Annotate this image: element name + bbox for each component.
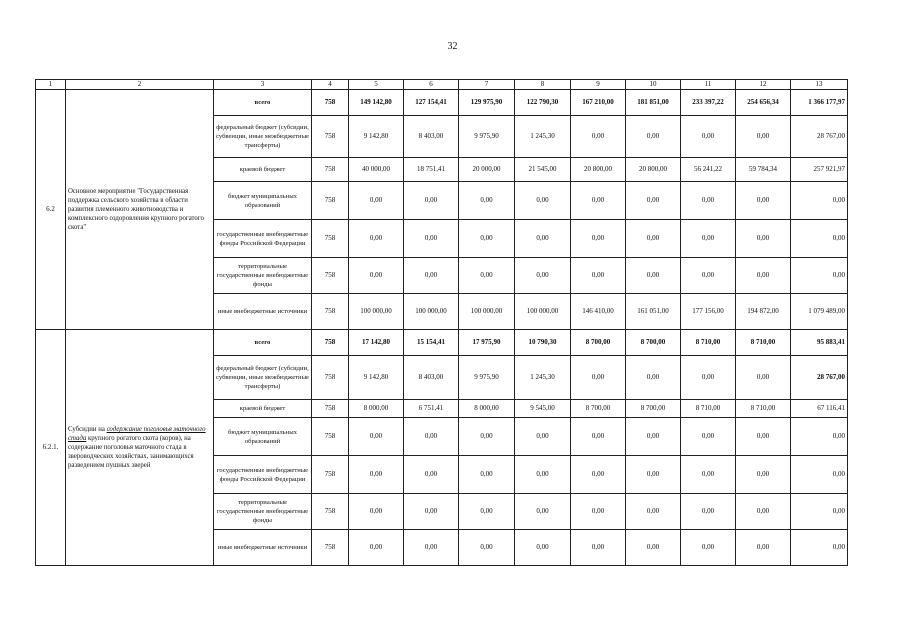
year-value: 0,00 <box>626 258 681 294</box>
total-value: 95 883,41 <box>791 330 848 356</box>
year-value: 9 142,80 <box>349 116 404 158</box>
year-value: 8 700,00 <box>626 330 681 356</box>
section-name-prefix: Субсидии на <box>68 426 107 433</box>
year-value: 0,00 <box>404 456 459 494</box>
total-value: 28 767,00 <box>791 356 848 400</box>
header-cell: 10 <box>626 80 681 90</box>
budget-code: 758 <box>312 418 349 456</box>
header-cell: 8 <box>515 80 571 90</box>
year-value: 0,00 <box>515 220 571 258</box>
budget-code: 758 <box>312 494 349 530</box>
header-cell: 11 <box>681 80 736 90</box>
year-value: 0,00 <box>571 116 626 158</box>
table-row <box>36 90 848 116</box>
year-value: 0,00 <box>349 456 404 494</box>
year-value: 0,00 <box>404 494 459 530</box>
year-value: 0,00 <box>349 220 404 258</box>
funding-source: федеральный бюджет (субсидии, субвенции, иные межбюджетные трансферты) <box>214 356 312 400</box>
year-value: 0,00 <box>571 258 626 294</box>
year-value: 0,00 <box>349 530 404 566</box>
year-value: 0,00 <box>736 116 791 158</box>
year-value: 40 000,00 <box>349 158 404 182</box>
total-value: 0,00 <box>791 456 848 494</box>
year-value: 127 154,41 <box>404 90 459 116</box>
year-value: 233 397,22 <box>681 90 736 116</box>
year-value: 0,00 <box>571 418 626 456</box>
year-value: 194 872,00 <box>736 294 791 330</box>
year-value: 0,00 <box>404 418 459 456</box>
year-value: 0,00 <box>626 494 681 530</box>
year-value: 149 142,80 <box>349 90 404 116</box>
year-value: 0,00 <box>736 418 791 456</box>
funding-source: иные внебюджетные источники <box>214 294 312 330</box>
year-value: 100 000,00 <box>515 294 571 330</box>
year-value: 18 751,41 <box>404 158 459 182</box>
year-value: 0,00 <box>626 356 681 400</box>
year-value: 0,00 <box>459 220 515 258</box>
year-value: 0,00 <box>571 220 626 258</box>
year-value: 122 790,30 <box>515 90 571 116</box>
year-value: 146 410,00 <box>571 294 626 330</box>
page-number: 32 <box>447 41 458 52</box>
budget-code: 758 <box>312 158 349 182</box>
year-value: 9 975,90 <box>459 356 515 400</box>
year-value: 0,00 <box>571 530 626 566</box>
year-value: 181 851,00 <box>626 90 681 116</box>
year-value: 0,00 <box>515 258 571 294</box>
year-value: 161 051,00 <box>626 294 681 330</box>
year-value: 21 545,00 <box>515 158 571 182</box>
year-value: 8 000,00 <box>459 400 515 418</box>
budget-code: 758 <box>312 330 349 356</box>
year-value: 20 000,00 <box>459 158 515 182</box>
year-value: 56 241,22 <box>681 158 736 182</box>
year-value: 0,00 <box>681 182 736 220</box>
year-value: 0,00 <box>626 182 681 220</box>
header-cell: 2 <box>66 80 214 90</box>
year-value: 0,00 <box>736 456 791 494</box>
budget-table <box>35 79 848 566</box>
year-value: 0,00 <box>681 456 736 494</box>
year-value: 0,00 <box>681 220 736 258</box>
budget-code: 758 <box>312 356 349 400</box>
budget-code: 758 <box>312 116 349 158</box>
header-cell: 5 <box>349 80 404 90</box>
year-value: 0,00 <box>626 418 681 456</box>
funding-source: территориальные государственные внебюджетные фонды <box>214 494 312 530</box>
year-value: 1 245,30 <box>515 356 571 400</box>
year-value: 6 751,41 <box>404 400 459 418</box>
year-value: 0,00 <box>459 418 515 456</box>
year-value: 0,00 <box>571 456 626 494</box>
year-value: 0,00 <box>349 418 404 456</box>
header-cell: 4 <box>312 80 349 90</box>
section-name <box>66 330 214 566</box>
year-value: 0,00 <box>515 494 571 530</box>
year-value: 0,00 <box>681 418 736 456</box>
year-value: 0,00 <box>736 356 791 400</box>
section-name-suffix: крупного рогатого скота (коров), на содержание поголовья маточного стада в звероводческих хозяйствах, занимающихся разведением пушных зверей <box>68 435 194 469</box>
funding-source: территориальные государственные внебюджетные фонды <box>214 258 312 294</box>
year-value: 0,00 <box>681 494 736 530</box>
funding-source: государственные внебюджетные фонды Российской Федерации <box>214 220 312 258</box>
funding-source: всего <box>214 90 312 116</box>
year-value: 0,00 <box>349 494 404 530</box>
total-value: 28 767,00 <box>791 116 848 158</box>
year-value: 8 403,00 <box>404 356 459 400</box>
year-value: 0,00 <box>404 530 459 566</box>
funding-source: государственные внебюджетные фонды Российской Федерации <box>214 456 312 494</box>
column-number-header-row <box>36 80 848 90</box>
funding-source: краевой бюджет <box>214 400 312 418</box>
total-value: 0,00 <box>791 418 848 456</box>
year-value: 0,00 <box>459 258 515 294</box>
budget-code: 758 <box>312 182 349 220</box>
year-value: 0,00 <box>626 456 681 494</box>
year-value: 0,00 <box>681 258 736 294</box>
total-value: 67 116,41 <box>791 400 848 418</box>
header-cell: 12 <box>736 80 791 90</box>
funding-source: бюджет муниципальных образований <box>214 418 312 456</box>
budget-code: 758 <box>312 90 349 116</box>
funding-source: всего <box>214 330 312 356</box>
header-cell: 13 <box>791 80 848 90</box>
table-row <box>36 330 848 356</box>
year-value: 0,00 <box>736 494 791 530</box>
year-value: 0,00 <box>404 182 459 220</box>
year-value: 9 545,00 <box>515 400 571 418</box>
funding-source: иные внебюджетные источники <box>214 530 312 566</box>
header-cell: 7 <box>459 80 515 90</box>
year-value: 0,00 <box>571 356 626 400</box>
year-value: 129 975,90 <box>459 90 515 116</box>
year-value: 8 700,00 <box>571 330 626 356</box>
year-value: 0,00 <box>736 220 791 258</box>
year-value: 0,00 <box>349 258 404 294</box>
year-value: 17 142,80 <box>349 330 404 356</box>
total-value: 0,00 <box>791 494 848 530</box>
year-value: 100 000,00 <box>404 294 459 330</box>
total-value: 257 921,97 <box>791 158 848 182</box>
year-value: 0,00 <box>736 182 791 220</box>
year-value: 177 156,00 <box>681 294 736 330</box>
year-value: 0,00 <box>736 530 791 566</box>
budget-code: 758 <box>312 400 349 418</box>
year-value: 10 790,30 <box>515 330 571 356</box>
header-cell: 9 <box>571 80 626 90</box>
budget-code: 758 <box>312 258 349 294</box>
header-cell: 1 <box>36 80 66 90</box>
year-value: 59 784,34 <box>736 158 791 182</box>
year-value: 0,00 <box>681 530 736 566</box>
year-value: 167 210,00 <box>571 90 626 116</box>
budget-code: 758 <box>312 294 349 330</box>
year-value: 0,00 <box>626 116 681 158</box>
total-value: 0,00 <box>791 182 848 220</box>
header-cell: 6 <box>404 80 459 90</box>
year-value: 0,00 <box>571 494 626 530</box>
year-value: 0,00 <box>515 530 571 566</box>
funding-source: бюджет муниципальных образований <box>214 182 312 220</box>
year-value: 1 245,30 <box>515 116 571 158</box>
section-number: 6.2.1. <box>36 330 66 566</box>
year-value: 20 800,00 <box>571 158 626 182</box>
total-value: 0,00 <box>791 530 848 566</box>
total-value: 0,00 <box>791 220 848 258</box>
budget-code: 758 <box>312 220 349 258</box>
funding-source: федеральный бюджет (субсидии, субвенции, иные межбюджетные трансферты) <box>214 116 312 158</box>
year-value: 0,00 <box>404 258 459 294</box>
budget-code: 758 <box>312 456 349 494</box>
year-value: 0,00 <box>626 530 681 566</box>
section-name: Основное мероприятие "Государственная поддержка сельского хозяйства в области развития племенного животноводства и комплексного оздоровления крупного рогатого скота" <box>66 90 214 330</box>
year-value: 0,00 <box>459 530 515 566</box>
year-value: 254 656,34 <box>736 90 791 116</box>
year-value: 8 403,00 <box>404 116 459 158</box>
year-value: 0,00 <box>736 258 791 294</box>
year-value: 0,00 <box>626 220 681 258</box>
year-value: 100 000,00 <box>349 294 404 330</box>
year-value: 0,00 <box>515 418 571 456</box>
year-value: 0,00 <box>459 494 515 530</box>
year-value: 9 142,80 <box>349 356 404 400</box>
year-value: 8 700,00 <box>571 400 626 418</box>
header-cell: 3 <box>214 80 312 90</box>
year-value: 0,00 <box>681 356 736 400</box>
budget-code: 758 <box>312 530 349 566</box>
year-value: 0,00 <box>515 182 571 220</box>
year-value: 15 154,41 <box>404 330 459 356</box>
year-value: 9 975,90 <box>459 116 515 158</box>
year-value: 0,00 <box>571 182 626 220</box>
year-value: 8 710,00 <box>681 330 736 356</box>
year-value: 0,00 <box>459 456 515 494</box>
year-value: 20 800,00 <box>626 158 681 182</box>
year-value: 8 700,00 <box>626 400 681 418</box>
table-body <box>36 80 848 566</box>
section-number: 6.2 <box>36 90 66 330</box>
year-value: 8 710,00 <box>736 330 791 356</box>
year-value: 0,00 <box>459 182 515 220</box>
year-value: 100 000,00 <box>459 294 515 330</box>
year-value: 0,00 <box>515 456 571 494</box>
year-value: 0,00 <box>349 182 404 220</box>
total-value: 1 366 177,97 <box>791 90 848 116</box>
total-value: 1 079 489,00 <box>791 294 848 330</box>
year-value: 8 710,00 <box>736 400 791 418</box>
year-value: 8 710,00 <box>681 400 736 418</box>
section-name-emphasis: содержание поголовья маточного стада <box>68 426 206 442</box>
year-value: 0,00 <box>404 220 459 258</box>
year-value: 17 975,90 <box>459 330 515 356</box>
total-value: 0,00 <box>791 258 848 294</box>
year-value: 8 000,00 <box>349 400 404 418</box>
year-value: 0,00 <box>681 116 736 158</box>
funding-source: краевой бюджет <box>214 158 312 182</box>
